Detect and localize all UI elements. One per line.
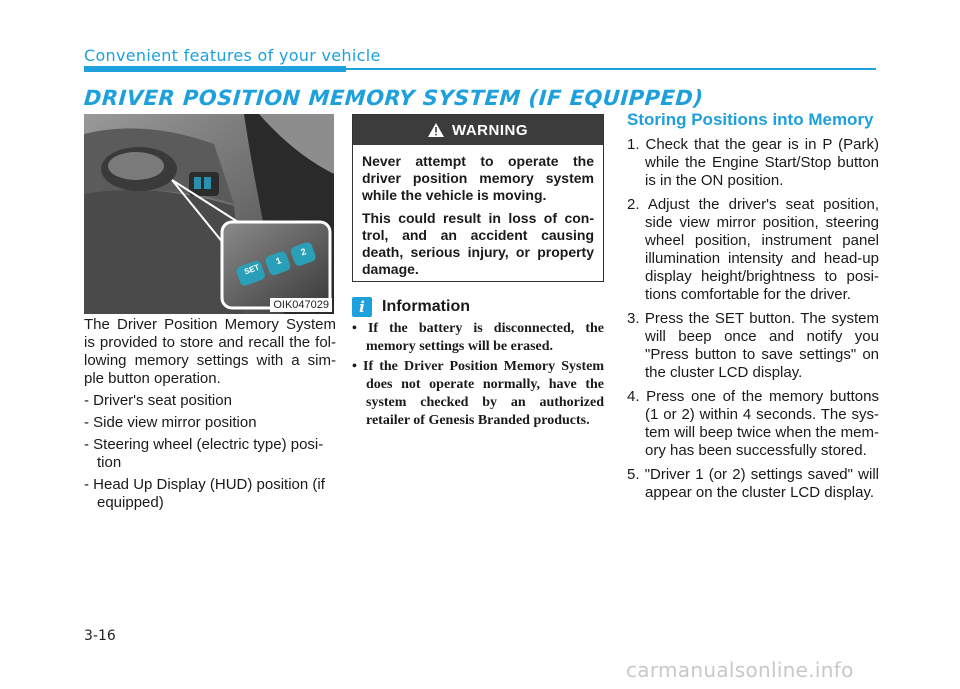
- section-header-label: Convenient features of your vehicle: [84, 46, 381, 65]
- photo-code: OIK047029: [270, 298, 332, 312]
- header-bar-thick: [84, 66, 346, 72]
- info-icon: i: [352, 297, 372, 317]
- warning-box: [352, 114, 604, 282]
- intro-text: [84, 316, 336, 516]
- list-item: - Head Up Display (HUD) position (if equipped): [84, 476, 325, 511]
- list-item: - Driver's seat position: [84, 392, 232, 409]
- memory-buttons-illustration: [84, 114, 334, 314]
- warning-label: WARNING: [452, 121, 528, 139]
- warning-body: [353, 145, 603, 278]
- step-item: 3. Press the SET button. The system will beep once and notify you "Press button to save settings" on the cluster LCD display.: [627, 310, 879, 381]
- list-item: • If the battery is disconnected, the memory settings will be erased.: [352, 321, 604, 354]
- warning-paragraph: This could result in loss of con-trol, and an accident causing death, serious injury, or property damage.: [362, 210, 594, 277]
- warning-triangle-icon: [428, 123, 444, 137]
- step-item: 5. "Driver 1 (or 2) settings saved" will appear on the cluster LCD display.: [627, 466, 879, 501]
- storing-steps-list: [627, 136, 879, 508]
- warning-paragraph: Never attempt to operate the driver position memory system while the vehicle is moving.: [362, 153, 594, 203]
- information-heading: [352, 297, 470, 317]
- intro-paragraph: The Driver Position Memory System is provided to store and recall the fol-lowing memory settings with a sim-ple button operation.: [84, 316, 336, 387]
- header-bar-thin: [346, 68, 876, 70]
- list-item: • If the Driver Position Memory System does not operate normally, have the system checked by an authorized retailer of Genesis Branded products.: [352, 359, 604, 428]
- memory-settings-list: [84, 392, 336, 512]
- page-number: 3-16: [84, 628, 116, 644]
- list-item: - Side view mirror position: [84, 414, 257, 431]
- storing-positions-title: Storing Positions into Memory: [627, 110, 874, 129]
- set-button-label: SET: [242, 262, 261, 277]
- warning-header: [353, 115, 603, 145]
- watermark: carmanualsonline.info: [626, 658, 854, 682]
- memory-1-button-label: 1: [274, 255, 283, 267]
- list-item: - Steering wheel (electric type) posi-tion: [84, 436, 324, 471]
- page-title: DRIVER POSITION MEMORY SYSTEM (IF EQUIPPED): [83, 86, 705, 110]
- step-item: 4. Press one of the memory buttons (1 or 2) within 4 seconds. The sys-tem will beep twice when the mem-ory has been successfully stored.: [627, 388, 879, 459]
- information-title: Information: [382, 298, 470, 315]
- step-item: 1. Check that the gear is in P (Park) while the Engine Start/Stop button is in the ON position.: [627, 136, 879, 189]
- memory-2-button-label: 2: [299, 246, 308, 258]
- information-list: [352, 320, 604, 432]
- door-panel-photo: [84, 114, 334, 314]
- step-item: 2. Adjust the driver's seat position, side view mirror position, steering wheel position, instrument panel illumination intensity and head-up display height/brightness to posi-tions comfortable for the driver.: [627, 196, 879, 303]
